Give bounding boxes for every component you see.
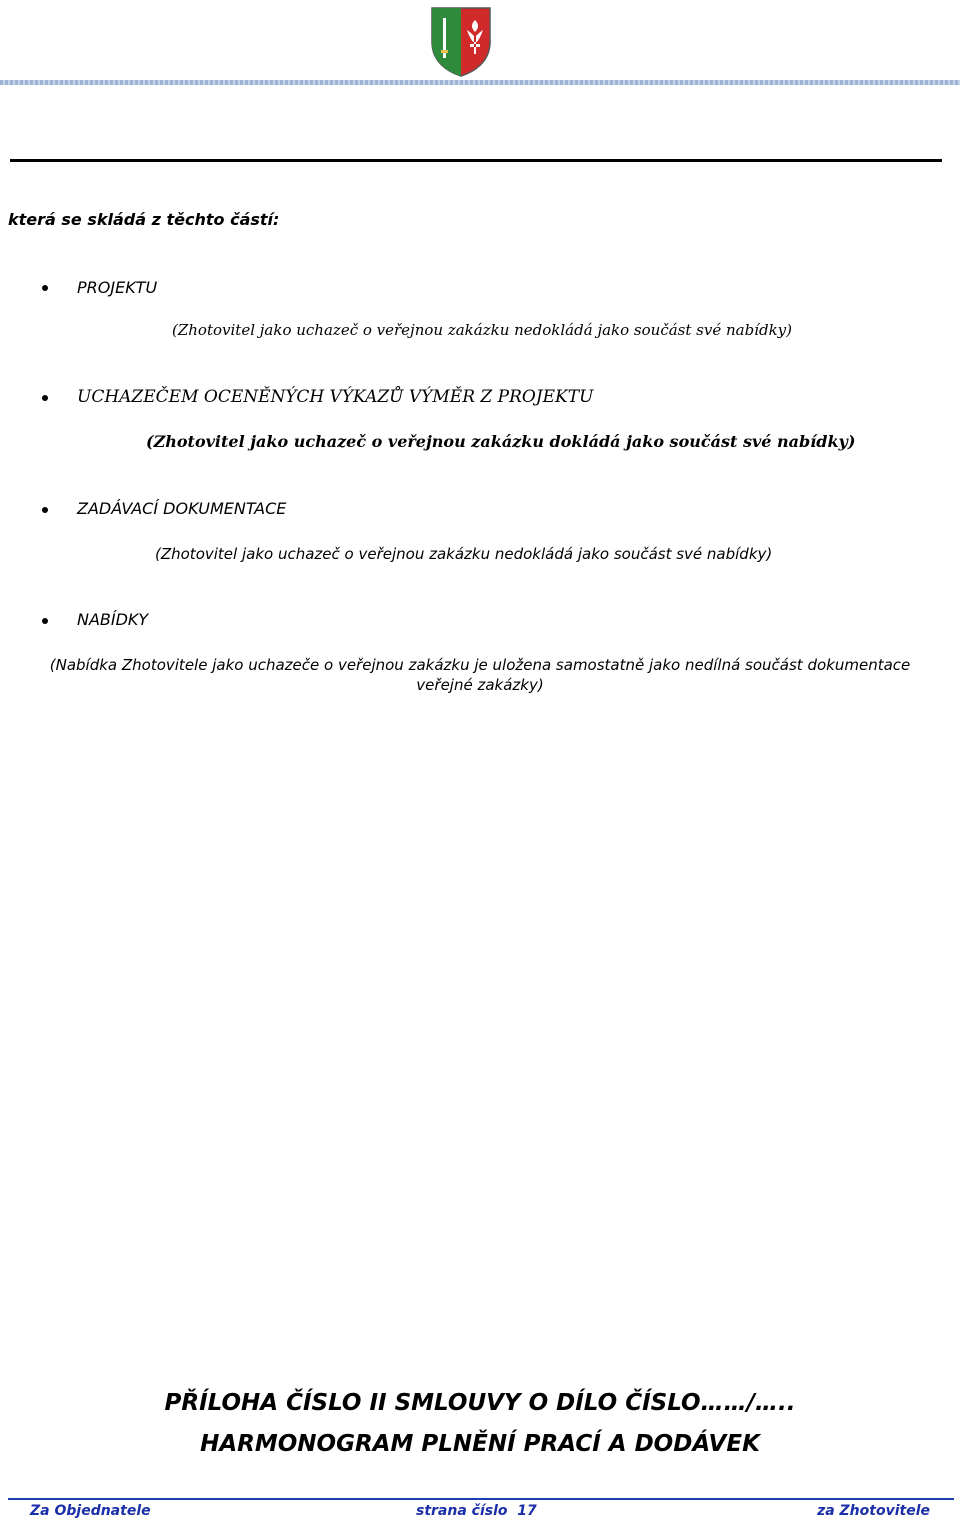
part-label-projekt: PROJEKTU <box>77 278 158 297</box>
footer-rule <box>8 1498 954 1500</box>
part-note-projekt: (Zhotovitel jako uchazeč o veřejnou zakázku nedokládá jako součást své nabídky) <box>172 321 792 339</box>
divider-line <box>10 159 942 162</box>
bullet-icon <box>42 618 48 624</box>
part-label-vykazy: UCHAZEČEM OCENĚNÝCH VÝKAZŮ VÝMĚR Z PROJEKTU <box>77 387 594 407</box>
page-number: strana číslo 17 <box>416 1503 537 1519</box>
part-label-zadavaci: ZADÁVACÍ DOKUMENTACE <box>77 499 287 518</box>
part-note-zadavaci: (Zhotovitel jako uchazeč o veřejnou zakázku nedokládá jako součást své nabídky) <box>155 545 773 563</box>
part-note-vykazy: (Zhotovitel jako uchazeč o veřejnou zakázku dokládá jako součást své nabídky) <box>146 432 856 451</box>
coat-of-arms-icon <box>430 6 492 78</box>
part-note-nabidky: (Nabídka Zhotovitele jako uchazeče o veřejnou zakázku je uložena samostatně jako nedílná součást dokumentace veřejné zakázky) <box>49 656 911 694</box>
annex-subtitle: HARMONOGRAM PLNĚNÍ PRACÍ A DODÁVEK <box>200 1431 760 1457</box>
part-label-nabidky: NABÍDKY <box>77 610 149 629</box>
bullet-icon <box>42 395 48 401</box>
footer-left: Za Objednatele <box>30 1503 151 1519</box>
bullet-icon <box>42 507 48 513</box>
footer-right: za Zhotovitele <box>817 1503 930 1519</box>
intro-text: která se skládá z těchto částí: <box>8 210 280 229</box>
annex-title: PŘÍLOHA ČÍSLO II SMLOUVY O DÍLO ČÍSLO……/….. <box>164 1390 796 1416</box>
header-rule <box>0 80 960 85</box>
bullet-icon <box>42 285 48 291</box>
